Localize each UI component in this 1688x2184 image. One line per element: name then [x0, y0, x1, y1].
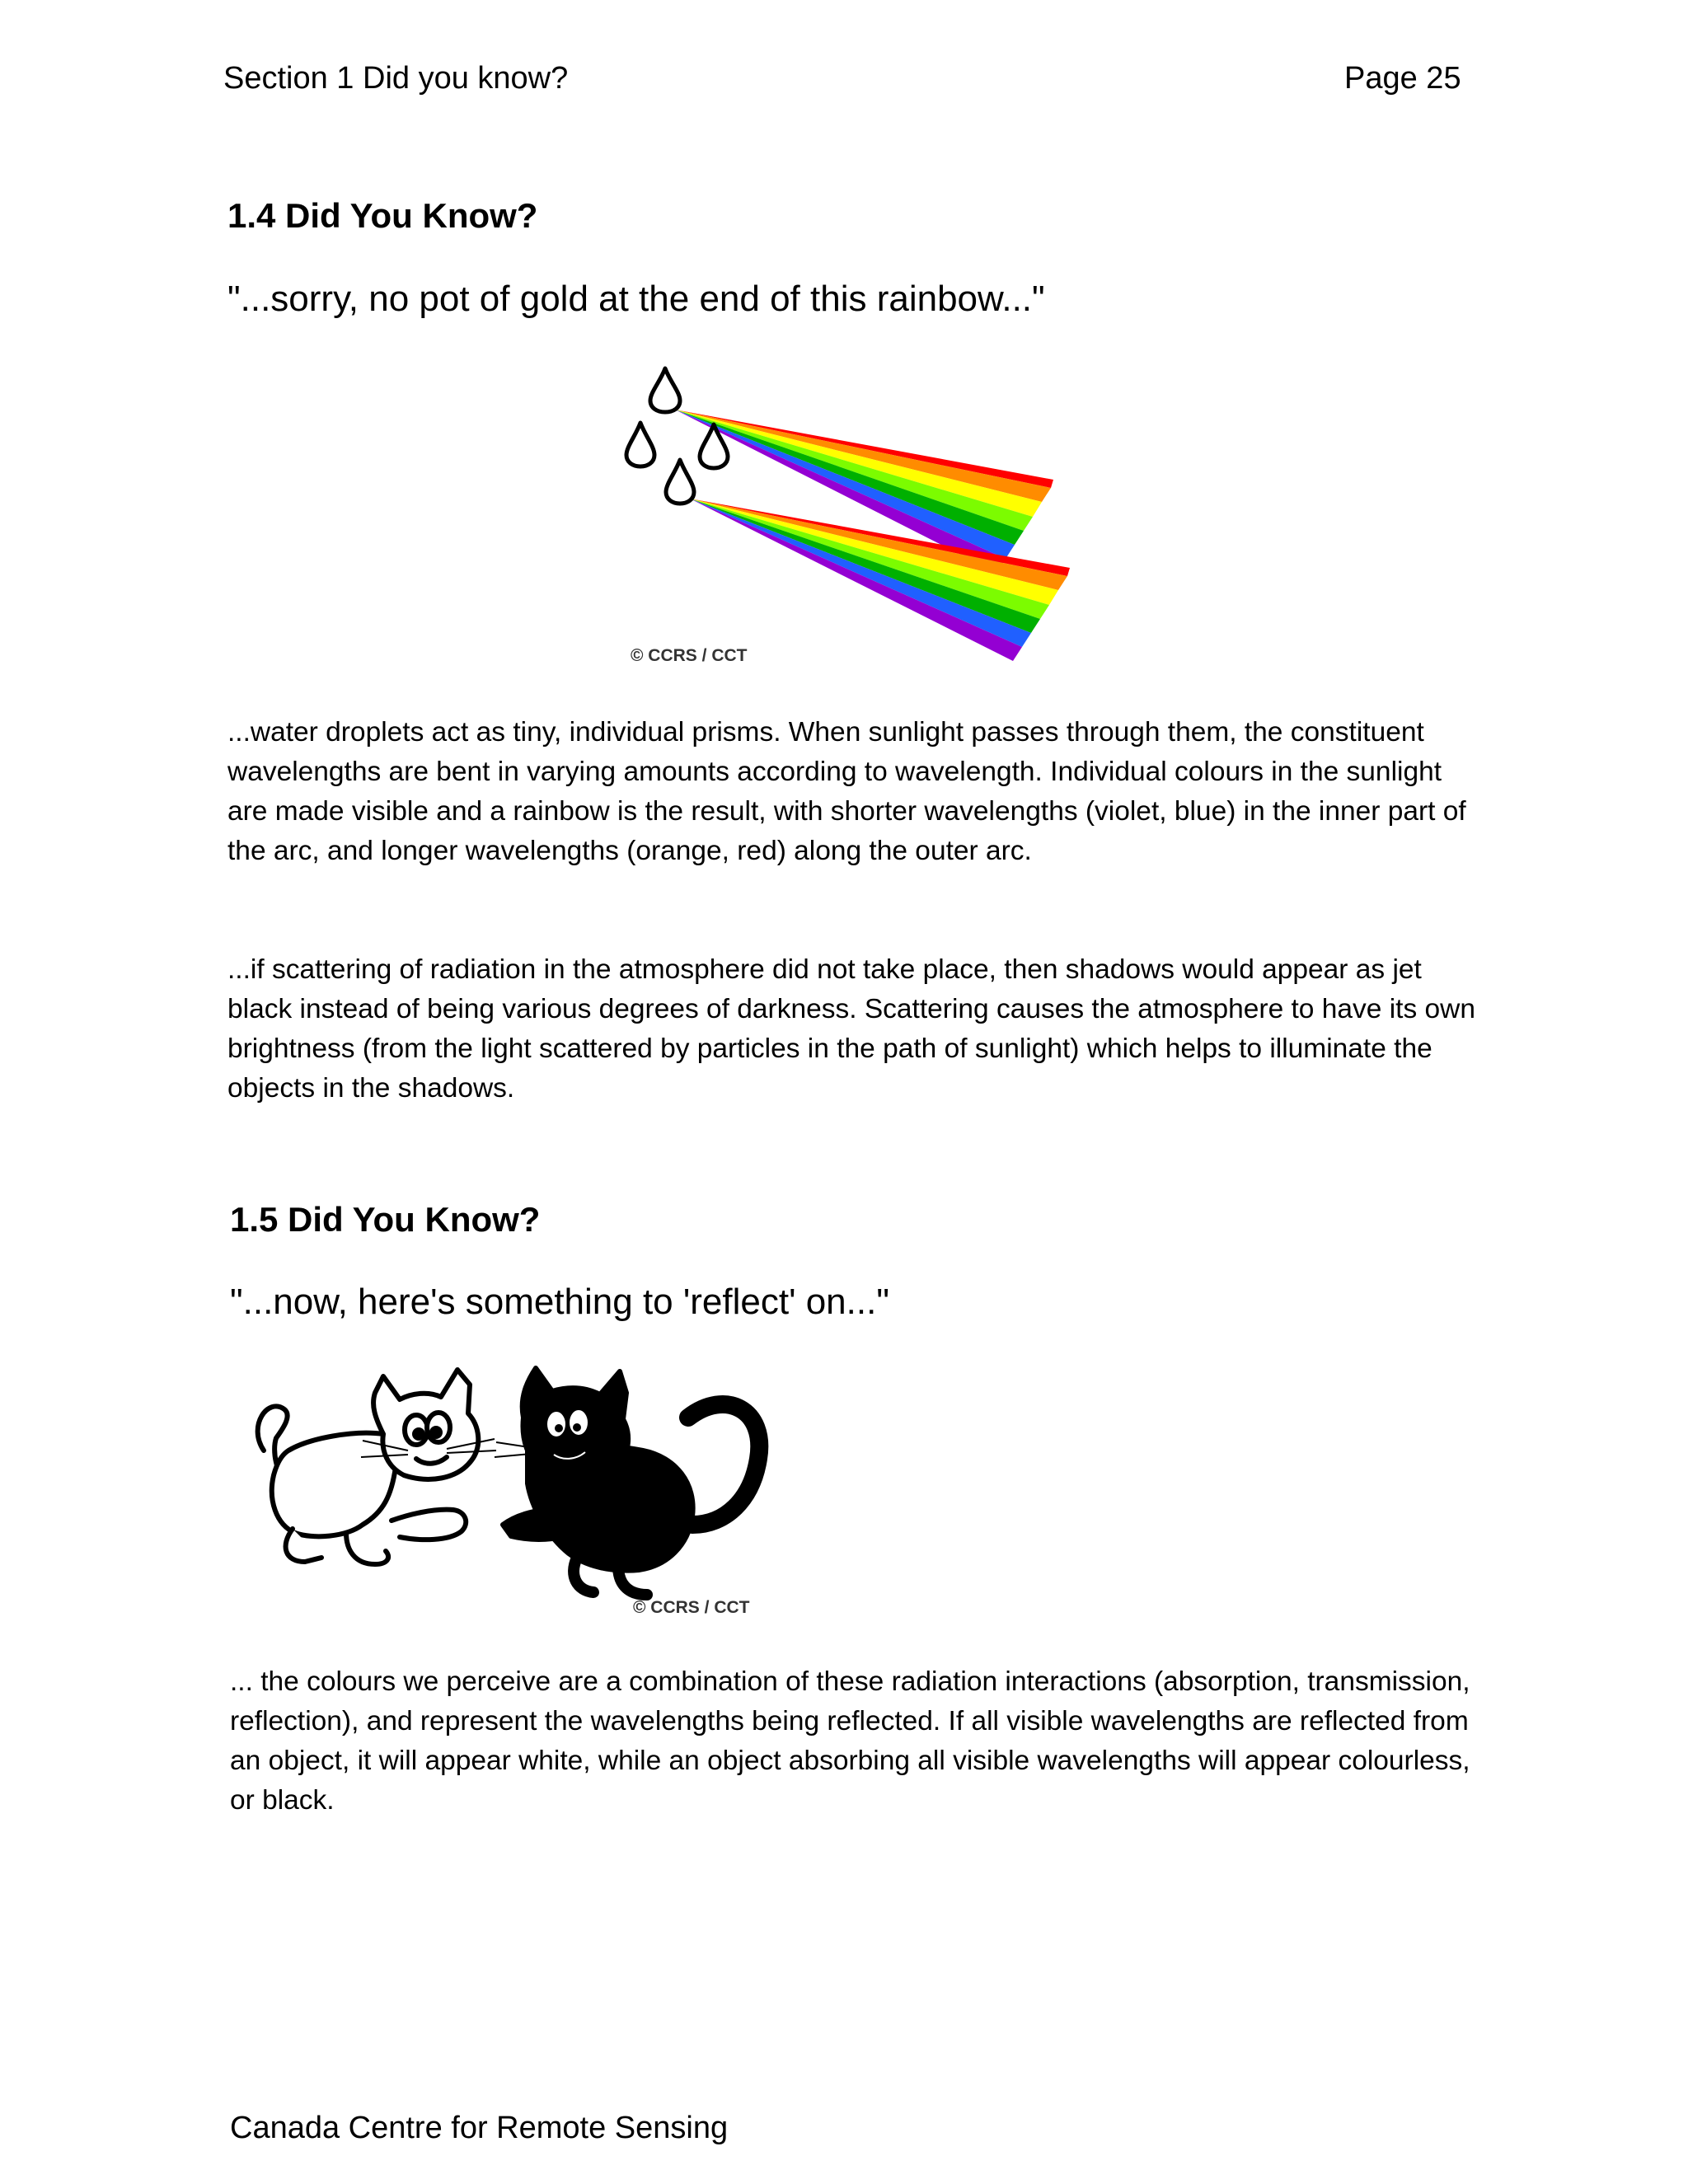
figure-credit: © CCRS / CCT — [633, 1598, 750, 1617]
reflection-cats-illustration — [231, 1360, 775, 1624]
running-header-section: Section 1 Did you know? — [223, 61, 569, 96]
section-1-5-heading: 1.5 Did You Know? — [230, 1200, 541, 1239]
section-1-4-paragraph-1: ...water droplets act as tiny, individual prisms. When sunlight passes through them, the constituent wavelengths are bent in varying amounts according to wavelength. Individual colours in the sunlight are made visible and a rainbow is the result, with shorter wavelengths (violet, blue) in the inner part of the arc, and longer wavelengths (orange, red) along the outer arc. — [227, 717, 1466, 866]
section-1-4-paragraph-2: ...if scattering of radiation in the atmosphere did not take place, then shadows would appear as jet black instead of being various degrees of darkness. Scattering causes the atmosphere to have its own brightness (from the light scattered by particles in the path of sunlight) which helps to illuminate the objects in the shadows. — [227, 954, 1475, 1104]
section-1-4-heading: 1.4 Did You Know? — [227, 196, 538, 235]
figure-credit: © CCRS / CCT — [631, 646, 748, 665]
white-cat-icon — [258, 1370, 479, 1564]
section-1-5-quote: "...now, here's something to 'reflect' on..." — [230, 1282, 889, 1322]
running-header-page-number: Page 25 — [1344, 61, 1461, 96]
water-droplet-icon — [666, 460, 694, 504]
footer-organization: Canada Centre for Remote Sensing — [230, 2111, 729, 2145]
water-droplet-icon — [650, 368, 680, 412]
section-1-4-quote: "...sorry, no pot of gold at the end of this rainbow..." — [227, 279, 1045, 319]
section-1-5-paragraph-1: ... the colours we perceive are a combination of these radiation interactions (absorption, transmission, reflection), and represent the wavelengths being reflected. If all visible wavelengths are reflected from an object, it will appear white, while an object absorbing all visible wavelengths will appear colourless, or black. — [230, 1666, 1470, 1816]
rainbow-prism-illustration — [614, 363, 1076, 676]
water-droplet-icon — [626, 423, 654, 466]
black-cat-icon — [503, 1368, 759, 1595]
